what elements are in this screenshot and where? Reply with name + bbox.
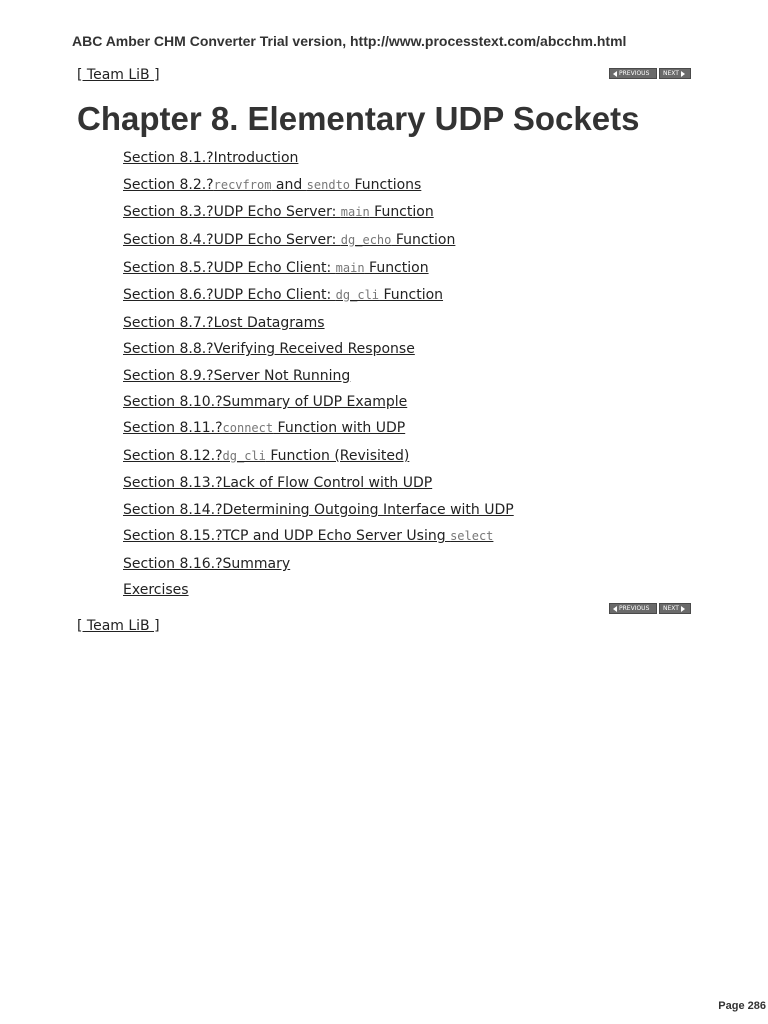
toc-link-8-5[interactable]: Section 8.5.?UDP Echo Client: main Function	[123, 260, 429, 276]
code-dg-echo: dg_echo	[340, 233, 392, 247]
previous-button[interactable]	[609, 603, 657, 614]
arrow-left-icon	[613, 606, 617, 612]
team-lib-link-top[interactable]: [ Team LiB ]	[77, 67, 160, 83]
toc-link-8-8[interactable]: Section 8.8.?Verifying Received Response	[123, 341, 415, 357]
toc-link-8-9[interactable]: Section 8.9.?Server Not Running	[123, 368, 351, 384]
toc-link-8-16[interactable]: Section 8.16.?Summary	[123, 556, 291, 572]
next-label: NEXT	[663, 605, 679, 612]
previous-label: PREVIOUS	[619, 70, 650, 77]
code-connect: connect	[222, 421, 274, 435]
arrow-right-icon	[681, 606, 685, 612]
toc-link-8-1[interactable]: Section 8.1.?Introduction	[123, 150, 299, 166]
toc-link-8-3[interactable]: Section 8.3.?UDP Echo Server: main Function	[123, 204, 434, 220]
code-recvfrom: recvfrom	[213, 178, 272, 192]
page-number: Page 286	[718, 1000, 766, 1012]
arrow-left-icon	[613, 71, 617, 77]
toc-link-exercises[interactable]: Exercises	[123, 582, 189, 598]
arrow-right-icon	[681, 71, 685, 77]
toc-link-8-6[interactable]: Section 8.6.?UDP Echo Client: dg_cli Function	[123, 287, 444, 303]
toc-link-8-7[interactable]: Section 8.7.?Lost Datagrams	[123, 315, 325, 331]
nav-buttons-bottom	[609, 603, 691, 614]
toc-link-8-13[interactable]: Section 8.13.?Lack of Flow Control with UDP	[123, 475, 433, 491]
code-sendto: sendto	[306, 178, 351, 192]
toc-link-8-2[interactable]: Section 8.2.?recvfrom and sendto Functions	[123, 177, 422, 193]
next-button[interactable]	[659, 68, 691, 79]
toc-link-8-10[interactable]: Section 8.10.?Summary of UDP Example	[123, 394, 408, 410]
converter-banner: ABC Amber CHM Converter Trial version, http://www.processtext.com/abcchm.html	[72, 33, 627, 49]
toc-link-8-12[interactable]: Section 8.12.?dg_cli Function (Revisited)	[123, 448, 410, 464]
team-lib-link-bottom[interactable]: [ Team LiB ]	[77, 618, 160, 634]
code-main: main	[340, 205, 370, 219]
previous-button[interactable]	[609, 68, 657, 79]
toc-link-8-15[interactable]: Section 8.15.?TCP and UDP Echo Server Using select	[123, 528, 494, 544]
previous-label: PREVIOUS	[619, 605, 650, 612]
nav-buttons-top	[609, 68, 691, 79]
code-select: select	[450, 529, 494, 543]
code-dg-cli: dg_cli	[335, 288, 380, 302]
toc-link-8-4[interactable]: Section 8.4.?UDP Echo Server: dg_echo Function	[123, 232, 456, 248]
next-button[interactable]	[659, 603, 691, 614]
toc-link-8-14[interactable]: Section 8.14.?Determining Outgoing Interface with UDP	[123, 502, 514, 518]
code-main: main	[335, 261, 365, 275]
code-dg-cli: dg_cli	[222, 449, 266, 463]
next-label: NEXT	[663, 70, 679, 77]
toc-link-8-11[interactable]: Section 8.11.?connect Function with UDP	[123, 420, 406, 436]
chapter-title: Chapter 8. Elementary UDP Sockets	[77, 100, 640, 137]
